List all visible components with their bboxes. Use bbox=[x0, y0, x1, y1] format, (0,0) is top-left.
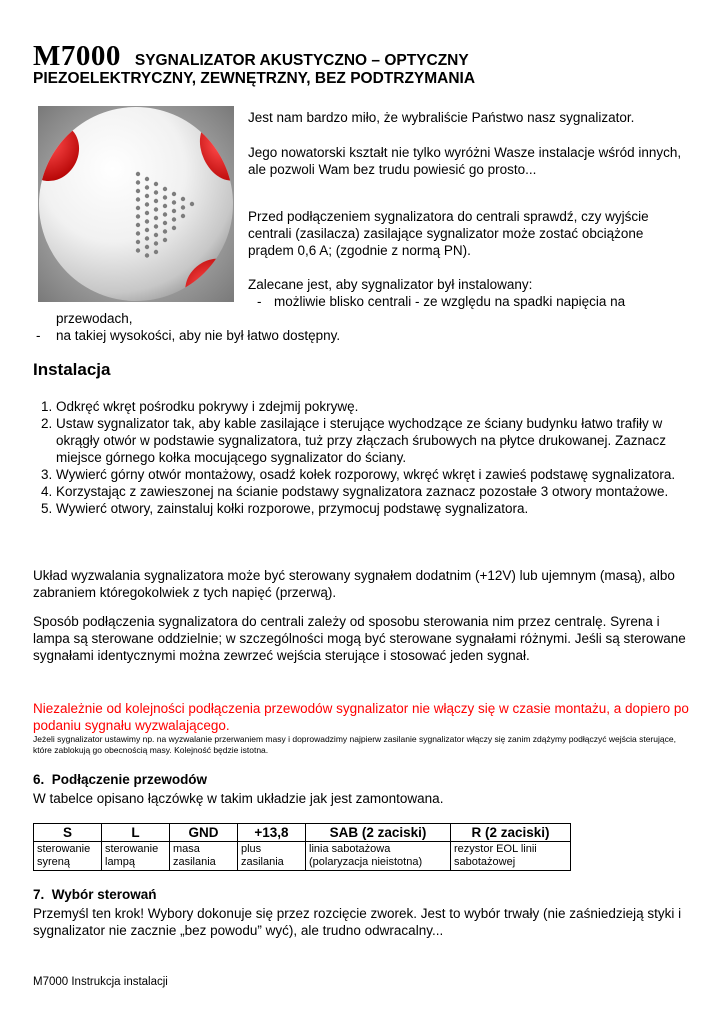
speaker-hole bbox=[163, 221, 167, 225]
speaker-hole bbox=[136, 248, 140, 252]
table-header: +13,8 bbox=[238, 824, 306, 842]
wiring-table-wrap bbox=[33, 823, 571, 871]
speaker-hole bbox=[145, 177, 149, 181]
intro-paragraph-3: Przed podłączeniem sygnalizatora do centrali sprawdź, czy wyjście centrali (zasilacza) zasilające sygnalizator może zostać obciążone prądem 0,6 A; (zgodnie z normą PN). bbox=[248, 209, 649, 258]
speaker-hole bbox=[145, 228, 149, 232]
speaker-hole bbox=[163, 195, 167, 199]
speaker-hole bbox=[145, 194, 149, 198]
table-header: S bbox=[34, 824, 102, 842]
step-item: 1. Odkręć wkręt pośrodku pokrywy i zdejmij pokrywę. bbox=[56, 398, 693, 415]
bullet-1-line-1: możliwie blisko centrali - ze względu na spadki napięcia na bbox=[274, 294, 626, 309]
speaker-hole bbox=[154, 190, 158, 194]
speaker-hole bbox=[136, 231, 140, 235]
intro-paragraph-2: Jego nowatorski kształt nie tylko wyróżni Wasze instalacje wśród innych, ale pozwoli Wam bez trudu powiesić go prosto... bbox=[248, 145, 682, 177]
table-header: R (2 zaciski) bbox=[451, 824, 571, 842]
bullet-dash-2: - bbox=[36, 328, 41, 343]
speaker-hole bbox=[154, 207, 158, 211]
speaker-hole bbox=[163, 187, 167, 191]
speaker-hole bbox=[136, 240, 140, 244]
speaker-hole bbox=[154, 241, 158, 245]
section-7-number: 7. bbox=[33, 887, 45, 902]
bullet-2: na takiej wysokości, aby nie był łatwo dostępny. bbox=[56, 328, 341, 343]
speaker-hole bbox=[136, 172, 140, 176]
speaker-hole bbox=[163, 229, 167, 233]
speaker-hole bbox=[145, 202, 149, 206]
small-note: Jeżeli sygnalizator ustawimy np. na wyzwalanie przerwaniem masy i doprowadzimy najpierw zasilanie sygnalizator włączy się zanim zdążymy podłączyć wejścia sterujące, które zablokują go obecnością masy. Kolejność będzie istotna. bbox=[33, 734, 676, 755]
installation-steps bbox=[33, 398, 693, 517]
speaker-hole bbox=[154, 250, 158, 254]
speaker-hole bbox=[145, 185, 149, 189]
bullet-1-line-2: przewodach, bbox=[56, 311, 133, 326]
table-cell: sterowanie lampą bbox=[102, 842, 170, 871]
speaker-hole bbox=[181, 197, 185, 201]
speaker-hole bbox=[163, 212, 167, 216]
speaker-hole bbox=[154, 199, 158, 203]
table-cell: sterowanie syreną bbox=[34, 842, 102, 871]
step-item: 2. Ustaw sygnalizator tak, aby kable zasilające i sterujące wychodzące ze ściany budynku łatwo trafiły w okrągły otwór w podstawie sygnalizatora, tuż przy złączach śrubowych na płytce drukowanej. Zaznacz miejsce górnego kołka mocującego sygnalizator do ściany. bbox=[56, 415, 693, 466]
sphere-illustration bbox=[38, 106, 234, 302]
speaker-hole bbox=[145, 211, 149, 215]
page-title bbox=[33, 40, 469, 73]
speaker-hole bbox=[190, 202, 194, 206]
section-7-title bbox=[33, 887, 157, 902]
speaker-hole bbox=[136, 214, 140, 218]
table-cell: plus zasilania bbox=[238, 842, 306, 871]
connection-paragraph: Sposób podłączenia sygnalizatora do centrali zależy od sposobu sterowania nim przez centralę. Syrena i lampa są sterowane oddzielnie; w szczególności mogą być sterowane sygnałami różnymi. Jeśli są sterowane sygnałami identycznymi można zewrzeć wejścia sterujące i stosować jeden sygnał. bbox=[33, 614, 686, 663]
warning-text: Niezależnie od kolejności podłączenia przewodów sygnalizator nie włączy się w czasie montażu, a dopiero po podaniu sygnału wyzwalającego. bbox=[33, 701, 689, 733]
speaker-hole bbox=[181, 205, 185, 209]
speaker-hole bbox=[136, 223, 140, 227]
bullet-dash: - bbox=[257, 294, 262, 309]
model-name: M7000 bbox=[33, 40, 121, 72]
intro-paragraph-1: Jest nam bardzo miło, że wybraliście Państwo nasz sygnalizator. bbox=[248, 110, 635, 125]
intro-paragraph-4: Zalecane jest, aby sygnalizator był instalowany: bbox=[248, 277, 533, 292]
speaker-hole bbox=[172, 209, 176, 213]
speaker-hole bbox=[181, 214, 185, 218]
speaker-hole bbox=[154, 224, 158, 228]
speaker-hole bbox=[154, 233, 158, 237]
speaker-hole bbox=[136, 180, 140, 184]
step-item: 5. Wywierć otwory, zainstaluj kołki rozporowe, przymocuj podstawę sygnalizatora. bbox=[56, 500, 693, 517]
title-subtitle-2: PIEZOELEKTRYCZNY, ZEWNĘTRZNY, BEZ PODTRZYMANIA bbox=[33, 70, 476, 87]
installation-heading: Instalacja bbox=[33, 360, 111, 379]
section-7-title-text: Wybór sterowań bbox=[51, 887, 157, 902]
speaker-hole bbox=[163, 238, 167, 242]
step-item: 4. Korzystając z zawieszonej na ścianie podstawy sygnalizatora zaznacz pozostałe 3 otwory montażowe. bbox=[56, 483, 693, 500]
speaker-hole bbox=[145, 219, 149, 223]
table-header: GND bbox=[170, 824, 238, 842]
speaker-hole bbox=[154, 182, 158, 186]
speaker-hole bbox=[172, 226, 176, 230]
table-cell: masa zasilania bbox=[170, 842, 238, 871]
table-cell: rezystor EOL linii sabotażowej bbox=[451, 842, 571, 871]
wiring-table bbox=[33, 823, 571, 871]
speaker-hole bbox=[172, 200, 176, 204]
speaker-hole bbox=[145, 253, 149, 257]
trigger-paragraph: Układ wyzwalania sygnalizatora może być sterowany sygnałem dodatnim (+12V) lub ujemnym (masą), albo zabraniem któregokolwiek z tych napięć (przerwą). bbox=[33, 568, 675, 600]
speaker-hole bbox=[145, 245, 149, 249]
speaker-hole bbox=[154, 216, 158, 220]
product-image bbox=[38, 106, 234, 302]
speaker-hole bbox=[145, 236, 149, 240]
section-6-number: 6. bbox=[33, 772, 45, 787]
page-footer: M7000 Instrukcja instalacji bbox=[33, 976, 168, 988]
step-item: 3. Wywierć górny otwór montażowy, osadź kołek rozporowy, wkręć wkręt i zawieś podstawę sygnalizatora. bbox=[56, 466, 693, 483]
speaker-hole bbox=[163, 204, 167, 208]
speaker-hole bbox=[136, 206, 140, 210]
speaker-hole bbox=[172, 192, 176, 196]
section-6-text: W tabelce opisano łączówkę w takim układzie jak jest zamontowana. bbox=[33, 791, 444, 806]
table-cell: linia sabotażowa (polaryzacja nieistotna) bbox=[306, 842, 451, 871]
speaker-hole bbox=[172, 217, 176, 221]
speaker-hole bbox=[136, 197, 140, 201]
table-header: L bbox=[102, 824, 170, 842]
table-header: SAB (2 zaciski) bbox=[306, 824, 451, 842]
speaker-hole bbox=[136, 189, 140, 193]
section-7-text: Przemyśl ten krok! Wybory dokonuje się przez rozcięcie zworek. Jest to wybór trwały (nie zaśniedzieją styki i sygnalizator nie zacznie „bez powodu” wyć), ale trudno odwracalny... bbox=[33, 906, 682, 938]
section-6-title-text: Podłączenie przewodów bbox=[51, 772, 208, 787]
section-6-title bbox=[33, 772, 207, 787]
title-subtitle: SYGNALIZATOR AKUSTYCZNO – OPTYCZNY bbox=[134, 52, 469, 69]
